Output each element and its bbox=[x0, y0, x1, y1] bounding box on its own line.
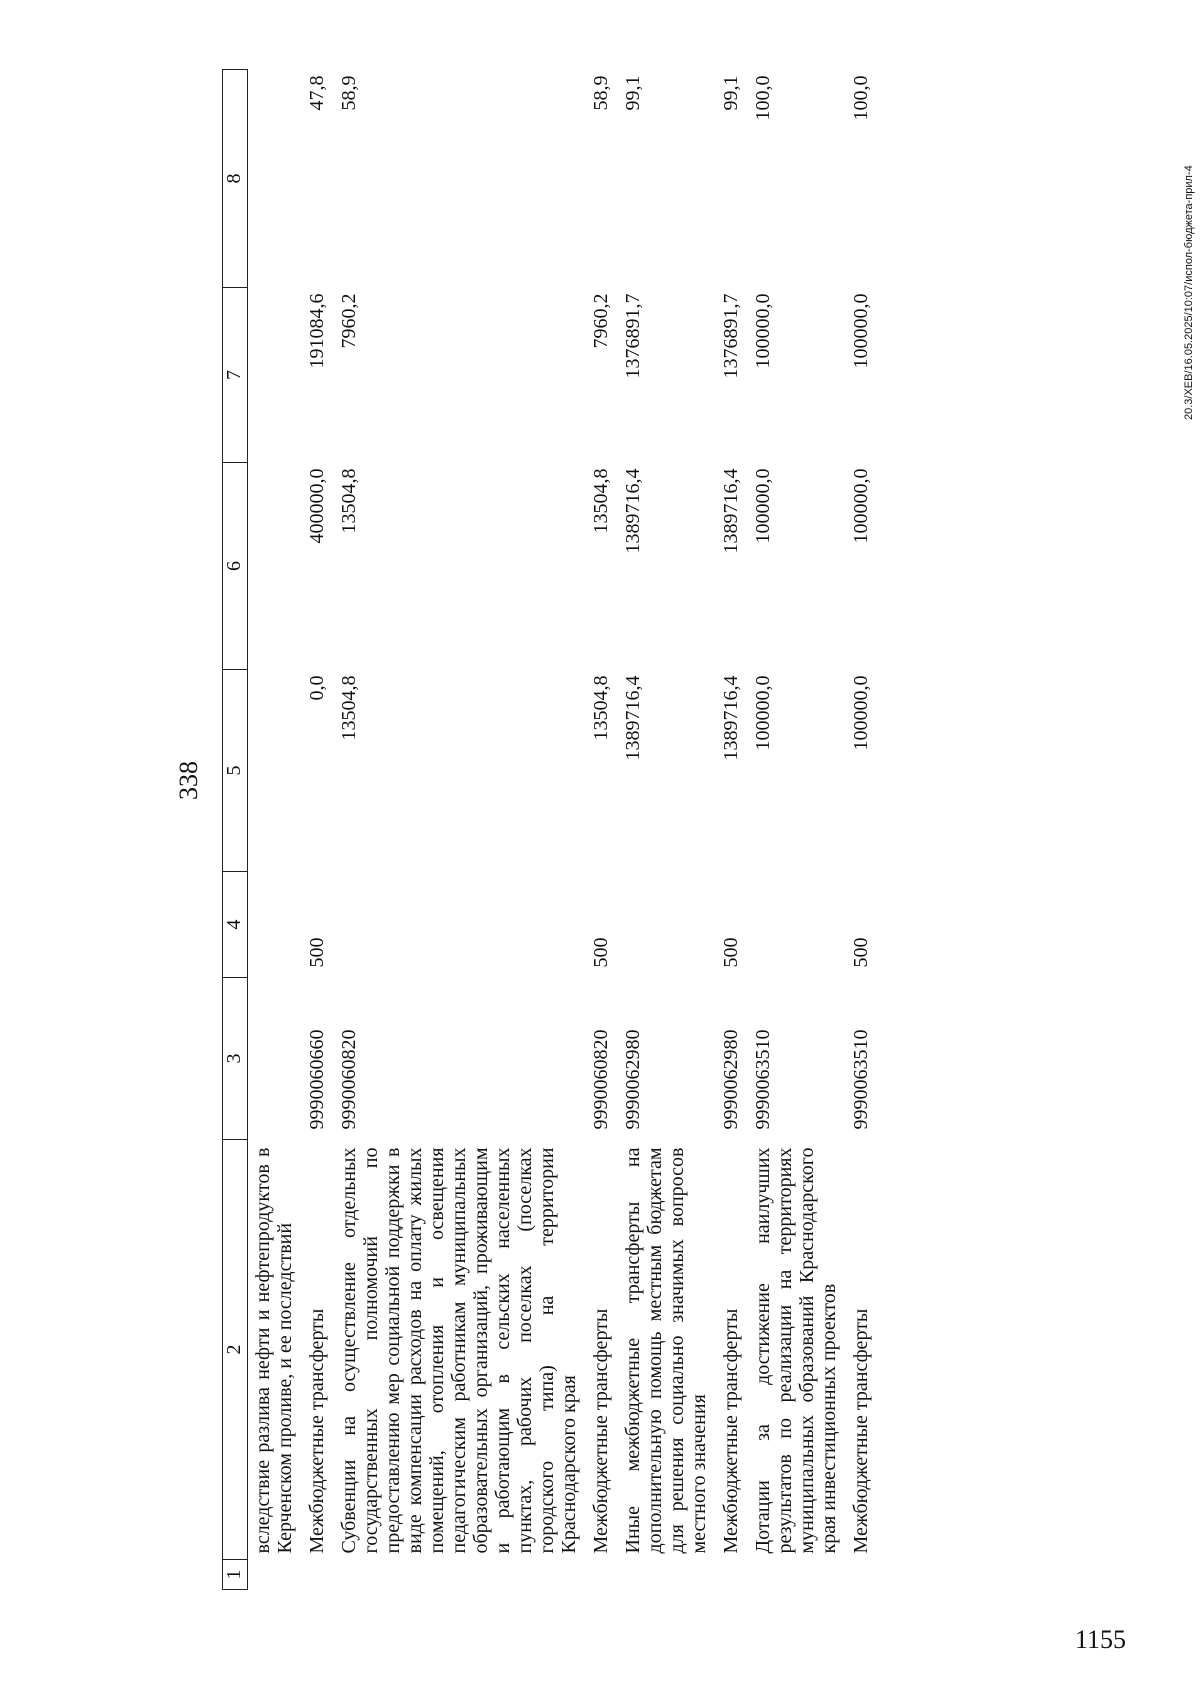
cell-percent: 58,9 bbox=[338, 75, 360, 111]
table-header-row bbox=[223, 70, 248, 1590]
document-code: 20.3/ХЕВ/16.05.2025/10:07/испол-бюджета-прил-4 bbox=[1183, 165, 1195, 420]
cell-value: 1376891,7 bbox=[622, 293, 644, 379]
cell-code: 9990062980 bbox=[622, 1029, 644, 1130]
rotated-page bbox=[170, 70, 1195, 1590]
column-header: 4 bbox=[223, 872, 248, 978]
cell-description: вследствие разлива нефти и нефтепродуктов в Керченском проливе, и ее последствий bbox=[252, 1147, 296, 1554]
cell-value: 13504,8 bbox=[338, 675, 360, 741]
cell-value bbox=[248, 463, 297, 670]
cell-description: Межбюджетные трансферты bbox=[850, 1308, 872, 1554]
cell-type: 500 bbox=[306, 937, 328, 968]
cell-value: 7960,2 bbox=[590, 293, 612, 349]
cell-value: 100000,0 bbox=[752, 468, 774, 544]
cell-value: 100000,0 bbox=[850, 675, 872, 751]
table-row bbox=[612, 70, 710, 1590]
cell-type: 500 bbox=[850, 937, 872, 968]
cell-num bbox=[742, 1560, 840, 1590]
cell-code: 9990060820 bbox=[590, 1029, 612, 1130]
column-header: 3 bbox=[223, 978, 248, 1140]
cell-value: 1389716,4 bbox=[622, 675, 644, 761]
cell-value: 13504,8 bbox=[338, 468, 360, 534]
cell-value: 7960,2 bbox=[338, 293, 360, 349]
column-header: 8 bbox=[223, 70, 248, 288]
cell-num bbox=[248, 1560, 297, 1590]
cell-type: 500 bbox=[720, 937, 742, 968]
column-header: 1 bbox=[223, 1560, 248, 1590]
cell-value: 0,0 bbox=[306, 675, 328, 701]
cell-num bbox=[840, 1560, 872, 1590]
column-header: 2 bbox=[223, 1140, 248, 1560]
cell-percent: 99,1 bbox=[622, 75, 644, 111]
cell-value: 100000,0 bbox=[850, 293, 872, 369]
cell-percent: 99,1 bbox=[720, 75, 742, 111]
cell-num bbox=[710, 1560, 742, 1590]
cell-type bbox=[612, 872, 710, 978]
cell-code: 9990060820 bbox=[338, 1029, 360, 1130]
cell-value: 400000,0 bbox=[306, 468, 328, 544]
cell-percent bbox=[248, 70, 297, 288]
cell-value: 1389716,4 bbox=[720, 675, 742, 761]
cell-description: Межбюджетные трансферты bbox=[720, 1308, 742, 1554]
cell-description: Иные межбюджетные трансферты на дополнительную помощь местным бюджетам для решения социально значимых вопросов местного значения bbox=[622, 1147, 710, 1554]
cell-code: 9990063510 bbox=[850, 1029, 872, 1130]
cell-value: 1389716,4 bbox=[622, 468, 644, 554]
cell-value bbox=[248, 288, 297, 463]
table-row bbox=[296, 70, 328, 1590]
cell-num bbox=[296, 1560, 328, 1590]
cell-value: 100000,0 bbox=[752, 675, 774, 751]
table-row bbox=[742, 70, 840, 1590]
cell-percent: 100,0 bbox=[752, 75, 774, 121]
cell-description: Дотации за достижение наилучших результатов по реализации на территориях муниципальных образований Краснодарского края инвестиционных проектов bbox=[752, 1147, 840, 1554]
cell-code bbox=[248, 978, 297, 1140]
cell-value: 1389716,4 bbox=[720, 468, 742, 554]
sheet-number: 1155 bbox=[1075, 1625, 1127, 1654]
cell-value: 13504,8 bbox=[590, 468, 612, 534]
table-row bbox=[328, 70, 580, 1590]
cell-description: Межбюджетные трансферты bbox=[306, 1308, 328, 1554]
column-header: 5 bbox=[223, 670, 248, 872]
cell-value bbox=[248, 670, 297, 872]
table-row bbox=[840, 70, 872, 1590]
cell-description: Межбюджетные трансферты bbox=[590, 1308, 612, 1554]
cell-value: 191084,6 bbox=[306, 293, 328, 369]
cell-description: Субвенции на осуществление отдельных государственных полномочий по предоставлению мер социальной поддержки в виде компенсации расходов на оплату жилых помещений, отопления и освещения педагогическим работникам муниципальных образовательных организаций, проживающим и работающим в сельских населенных пунктах, рабочих поселках (поселках городского типа) на территории Краснодарского края bbox=[338, 1147, 580, 1554]
cell-type bbox=[248, 872, 297, 978]
table-row bbox=[248, 70, 297, 1590]
budget-table bbox=[222, 69, 872, 1590]
table-row bbox=[710, 70, 742, 1590]
cell-code: 9990060660 bbox=[306, 1029, 328, 1130]
table-row bbox=[580, 70, 612, 1590]
column-header: 7 bbox=[223, 288, 248, 463]
cell-percent: 47,8 bbox=[306, 75, 328, 111]
cell-code: 9990062980 bbox=[720, 1029, 742, 1130]
column-header: 6 bbox=[223, 463, 248, 670]
cell-type bbox=[742, 872, 840, 978]
cell-num bbox=[328, 1560, 580, 1590]
cell-value: 13504,8 bbox=[590, 675, 612, 741]
cell-value: 100000,0 bbox=[850, 468, 872, 544]
cell-value: 100000,0 bbox=[752, 293, 774, 369]
cell-code: 9990063510 bbox=[752, 1029, 774, 1130]
cell-num bbox=[612, 1560, 710, 1590]
page-number: 338 bbox=[174, 761, 203, 800]
cell-type: 500 bbox=[590, 937, 612, 968]
cell-percent: 58,9 bbox=[590, 75, 612, 111]
cell-value: 1376891,7 bbox=[720, 293, 742, 379]
cell-num bbox=[580, 1560, 612, 1590]
cell-type bbox=[328, 872, 580, 978]
cell-percent: 100,0 bbox=[850, 75, 872, 121]
